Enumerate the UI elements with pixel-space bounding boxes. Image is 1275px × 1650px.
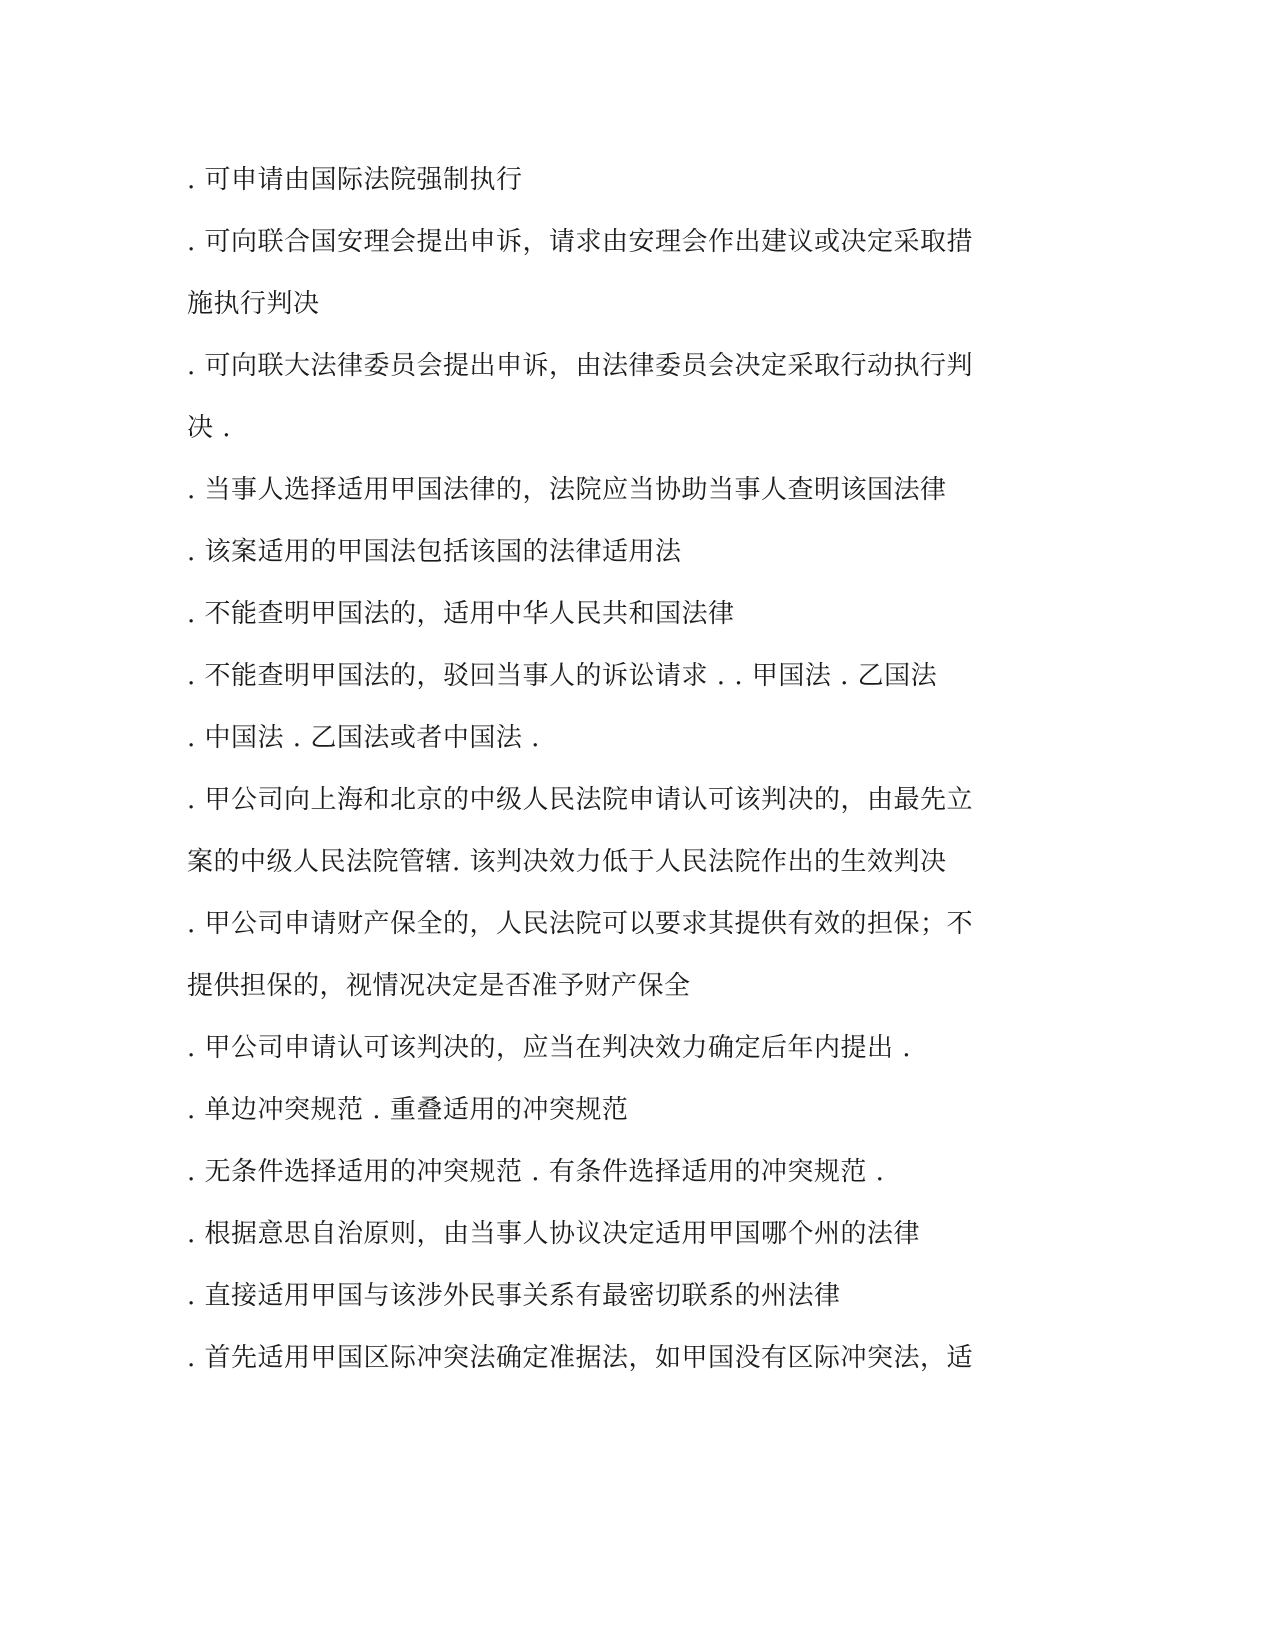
- text-line: . 中国法 . 乙国法或者中国法 .: [187, 723, 540, 753]
- text-line: . 不能查明甲国法的，驳回当事人的诉讼请求 . . 甲国法 . 乙国法: [187, 661, 938, 691]
- text-line: . 甲公司申请财产保全的，人民法院可以要求其提供有效的担保；不: [187, 909, 974, 939]
- text-line: . 甲公司申请认可该判决的，应当在判决效力确定后年内提出 .: [187, 1033, 912, 1063]
- text-line: . 首先适用甲国区际冲突法确定准据法，如甲国没有区际冲突法，适: [187, 1343, 974, 1373]
- text-line: . 当事人选择适用甲国法律的，法院应当协助当事人查明该国法律: [187, 475, 947, 505]
- text-line: . 根据意思自治原则，由当事人协议决定适用甲国哪个州的法律: [187, 1219, 921, 1249]
- text-line: . 可向联大法律委员会提出申诉，由法律委员会决定采取行动执行判: [187, 351, 974, 381]
- text-line: 提供担保的，视情况决定是否准予财产保全: [187, 971, 691, 1001]
- text-line: . 不能查明甲国法的，适用中华人民共和国法律: [187, 599, 735, 629]
- text-line: . 单边冲突规范 . 重叠适用的冲突规范: [187, 1095, 629, 1125]
- text-line: . 甲公司向上海和北京的中级人民法院申请认可该判决的，由最先立: [187, 785, 974, 815]
- text-line: . 可申请由国际法院强制执行: [187, 165, 523, 195]
- text-line: . 可向联合国安理会提出申诉，请求由安理会作出建议或决定采取措: [187, 227, 974, 257]
- text-line: . 无条件选择适用的冲突规范 . 有条件选择适用的冲突规范 .: [187, 1157, 885, 1187]
- text-line: 案的中级人民法院管辖. 该判决效力低于人民法院作出的生效判决: [187, 847, 947, 877]
- text-line: . 直接适用甲国与该涉外民事关系有最密切联系的州法律: [187, 1281, 841, 1311]
- text-line: . 该案适用的甲国法包括该国的法律适用法: [187, 537, 682, 567]
- text-line: 施执行判决: [187, 289, 320, 319]
- text-line: 决 .: [187, 413, 232, 443]
